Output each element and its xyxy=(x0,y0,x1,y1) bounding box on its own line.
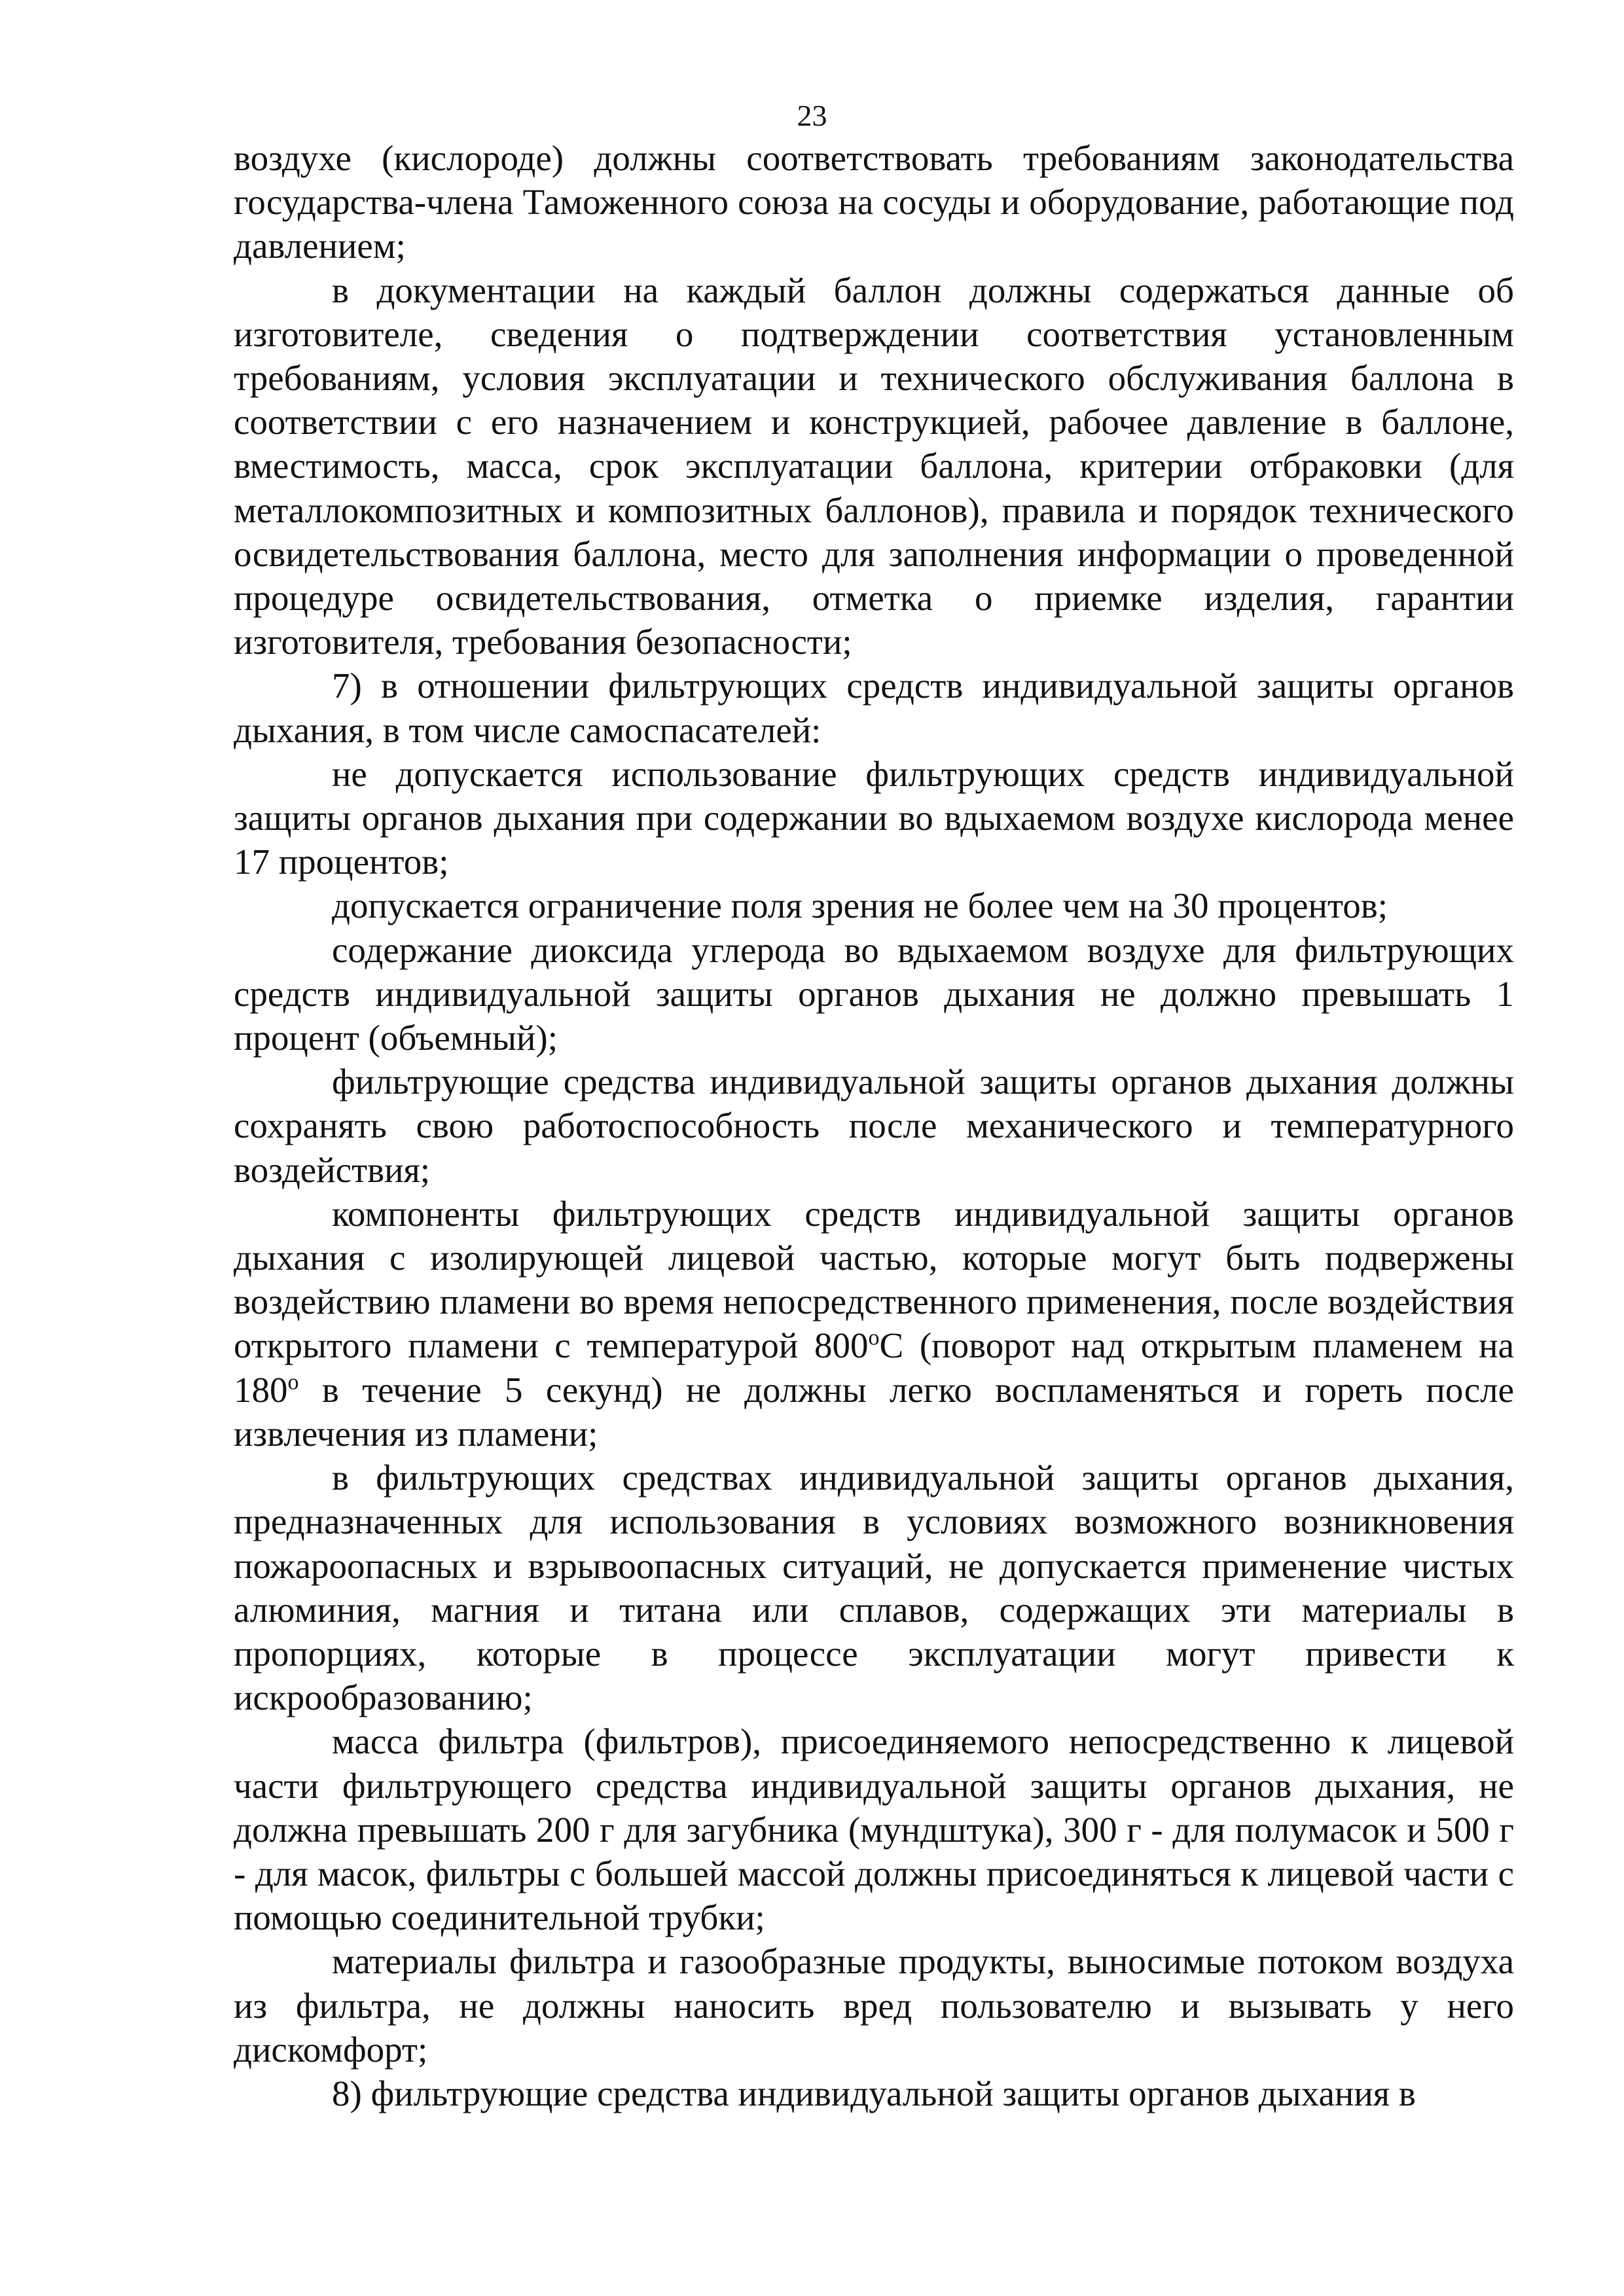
paragraph-continuation: воздухе (кислороде) должны соответствовать требованиям законодательства государства-члена Таможенного союза на сосуды и оборудование, работающие под давлением; xyxy=(234,138,1514,266)
degree-superscript-2: о xyxy=(287,1370,299,1395)
paragraph-cylinder-documentation: в документации на каждый баллон должны содержаться данные об изготовителе, сведения о подтверждении соответствия установленным требованиям, условия эксплуатации и технического обслуживания баллона в соответствии с его назначением и конструкцией, рабочее давление в баллоне, вместимость, масса, срок эксплуатации баллона, критерии отбраковки (для металлокомпозитных и композитных баллонов), правила и порядок технического освидетельствования баллона, место для заполнения информации о проведенной процедуре освидетельствования, отметка о приемке изделия, гарантии изготовителя, требования безопасности; xyxy=(234,270,1514,662)
paragraph-item-7-heading: 7) в отношении фильтрующих средств индивидуальной защиты органов дыхания, в том числе самоспасателей: xyxy=(234,666,1514,750)
paragraph-carbon-dioxide: содержание диоксида углерода во вдыхаемом воздухе для фильтрующих средств индивидуальной защиты органов дыхания не должно превышать 1 процент (объемный); xyxy=(234,929,1514,1058)
paragraph-operability: фильтрующие средства индивидуальной защиты органов дыхания должны сохранять свою работоспособность после механического и температурного воздействия; xyxy=(234,1062,1514,1190)
paragraph-flame-resistance xyxy=(234,1192,1514,1456)
paragraph-field-of-view: допускается ограничение поля зрения не более чем на 30 процентов; xyxy=(332,886,1388,926)
degree-superscript-1: о xyxy=(868,1326,880,1351)
paragraph-filter-mass: масса фильтра (фильтров), присоединяемого непосредственно к лицевой части фильтрующего средства индивидуальной защиты органов дыхания, не должна превышать 200 г для загубника (мундштука), 300 г - для полумасок и 500 г - для масок, фильтры с большей массой должны присоединяться к лицевой части с помощью соединительной трубки; xyxy=(234,1721,1514,1938)
paragraph-filter-materials: материалы фильтра и газообразные продукты, выносимые потоком воздуха из фильтра, не должны наносить вред пользователю и вызывать у него дискомфорт; xyxy=(234,1941,1514,2070)
flame-text-part-1: компоненты фильтрующих средств индивидуальной защиты органов дыхания с изолирующей лицевой частью, которые могут быть подвержены воздействию пламени во время непосредственного применения, после воздействия открытого пламени с температурой 800 xyxy=(234,1193,1514,1366)
paragraph-oxygen-limit: не допускается использование фильтрующих средств индивидуальной защиты органов дыхания при содержании во вдыхаемом воздухе кислорода менее 17 процентов; xyxy=(234,753,1514,882)
paragraph-item-8-start: 8) фильтрующие средства индивидуальной защиты органов дыхания в xyxy=(332,2073,1416,2113)
paragraph-sparking-materials: в фильтрующих средствах индивидуальной защиты органов дыхания, предназначенных для использования в условиях возможного возникновения пожароопасных и взрывоопасных ситуаций, не допускается применение чистых алюминия, магния и титана или сплавов, содержащих эти материалы в пропорциях, которые в процессе эксплуатации могут привести к искрообразованию; xyxy=(234,1458,1514,1718)
body-text xyxy=(234,136,1514,2115)
page-number: 23 xyxy=(797,99,827,132)
flame-text-part-2: С (поворот над открытым пламенем на 180 xyxy=(234,1325,1514,1410)
flame-text-part-3: в течение 5 секунд) не должны легко воспламеняться и гореть после извлечения из пламени; xyxy=(234,1369,1514,1454)
